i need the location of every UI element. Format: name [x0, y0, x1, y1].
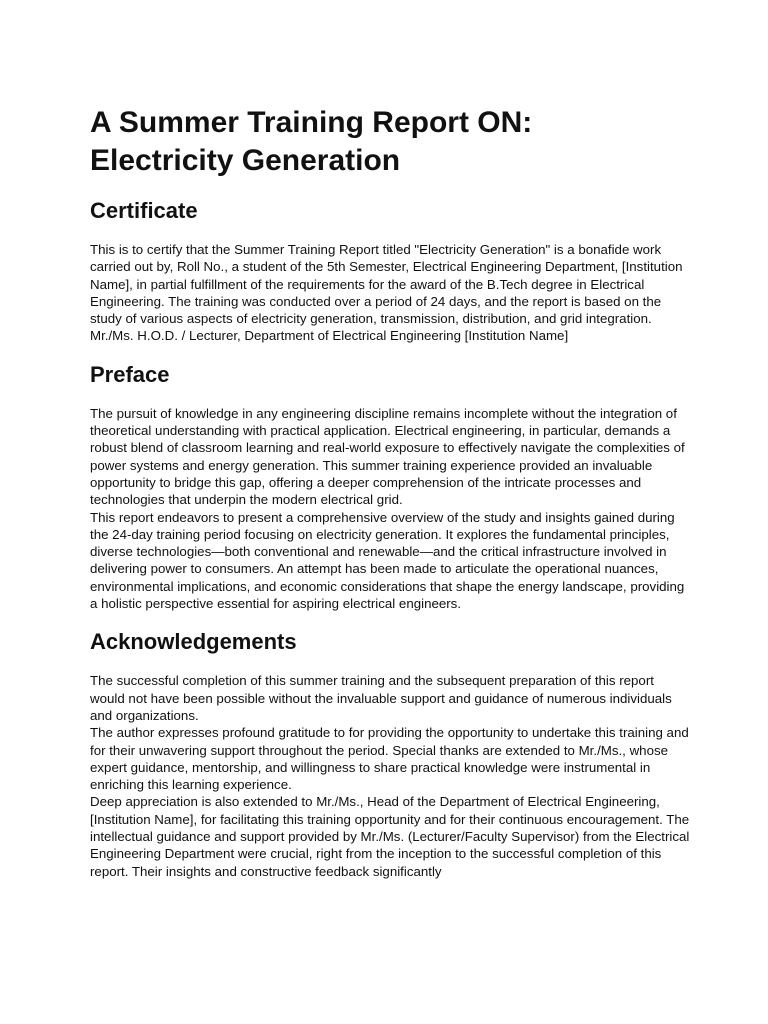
document-page — [90, 104, 690, 896]
document-title-line-1: A Summer Training Report ON: — [90, 106, 533, 139]
document-title-line-2: Electricity Generation — [90, 144, 401, 177]
acknowledgements-section — [90, 628, 690, 880]
certificate-heading: Certificate — [90, 198, 198, 223]
document-title — [90, 104, 690, 180]
acknowledgements-paragraph: Deep appreciation is also extended to Mr./Ms., Head of the Department of Electrical Engineering, [Institution Name], for facilitating this training opportunity and for their continuous encouragement. The intellectual guidance and support provided by Mr./Ms. (Lecturer/Faculty Supervisor) from the Electrical Engineering Department were crucial, right from the inception to the successful completion of this report. Their insights and constructive feedback significantly — [90, 794, 690, 879]
acknowledgements-paragraph: The author expresses profound gratitude to for providing the opportunity to undertake this training and for their unwavering support throughout the period. Special thanks are extended to Mr./Ms., whose expert guidance, mentorship, and willingness to share practical knowledge were instrumental in enriching this learning experience. — [90, 725, 689, 793]
preface-heading: Preface — [90, 361, 170, 387]
certificate-paragraph: This is to certify that the Summer Training Report titled "Electricity Generation" is a bonafide work carried out by, Roll No., a student of the 5th Semester, Electrical Engineering Department, [Institution Name], in partial fulfillment of the requirements for the award of the B.Tech degree in Electrical Engineering. The training was conducted over a period of 24 days, and the report is based on the study of various aspects of electricity generation, transmission, distribution, and grid integration. — [90, 242, 683, 327]
certificate-section — [90, 197, 690, 345]
acknowledgements-heading: Acknowledgements — [90, 629, 297, 655]
acknowledgements-paragraph: The successful completion of this summer training and the subsequent preparation of this report would not have been possible without the invaluable support and guidance of numerous individuals and organizations. — [90, 673, 672, 723]
certificate-signature-line: Mr./Ms. H.O.D. / Lecturer, Department of Electrical Engineering [Institution Name] — [90, 328, 569, 344]
preface-paragraph: This report endeavors to present a comprehensive overview of the study and insights gained during the 24-day training period focusing on electricity generation. It explores the fundamental principles, diverse technologies—both conventional and renewable—and the critical infrastructure involved in delivering power to consumers. An attempt has been made to articulate the operational nuances, environmental implications, and economic considerations that shape the energy landscape, providing a holistic perspective essential for aspiring electrical engineers. — [90, 509, 685, 612]
preface-section — [90, 361, 690, 613]
preface-paragraph: The pursuit of knowledge in any engineering discipline remains incomplete without the integration of theoretical understanding with practical application. Electrical engineering, in particular, demands a robust blend of classroom learning and real-world exposure to effectively navigate the complexities of power systems and energy generation. This summer training experience provided an invaluable opportunity to bridge this gap, offering a deeper comprehension of the intricate processes and technologies that underpin the modern electrical grid. — [90, 405, 685, 508]
